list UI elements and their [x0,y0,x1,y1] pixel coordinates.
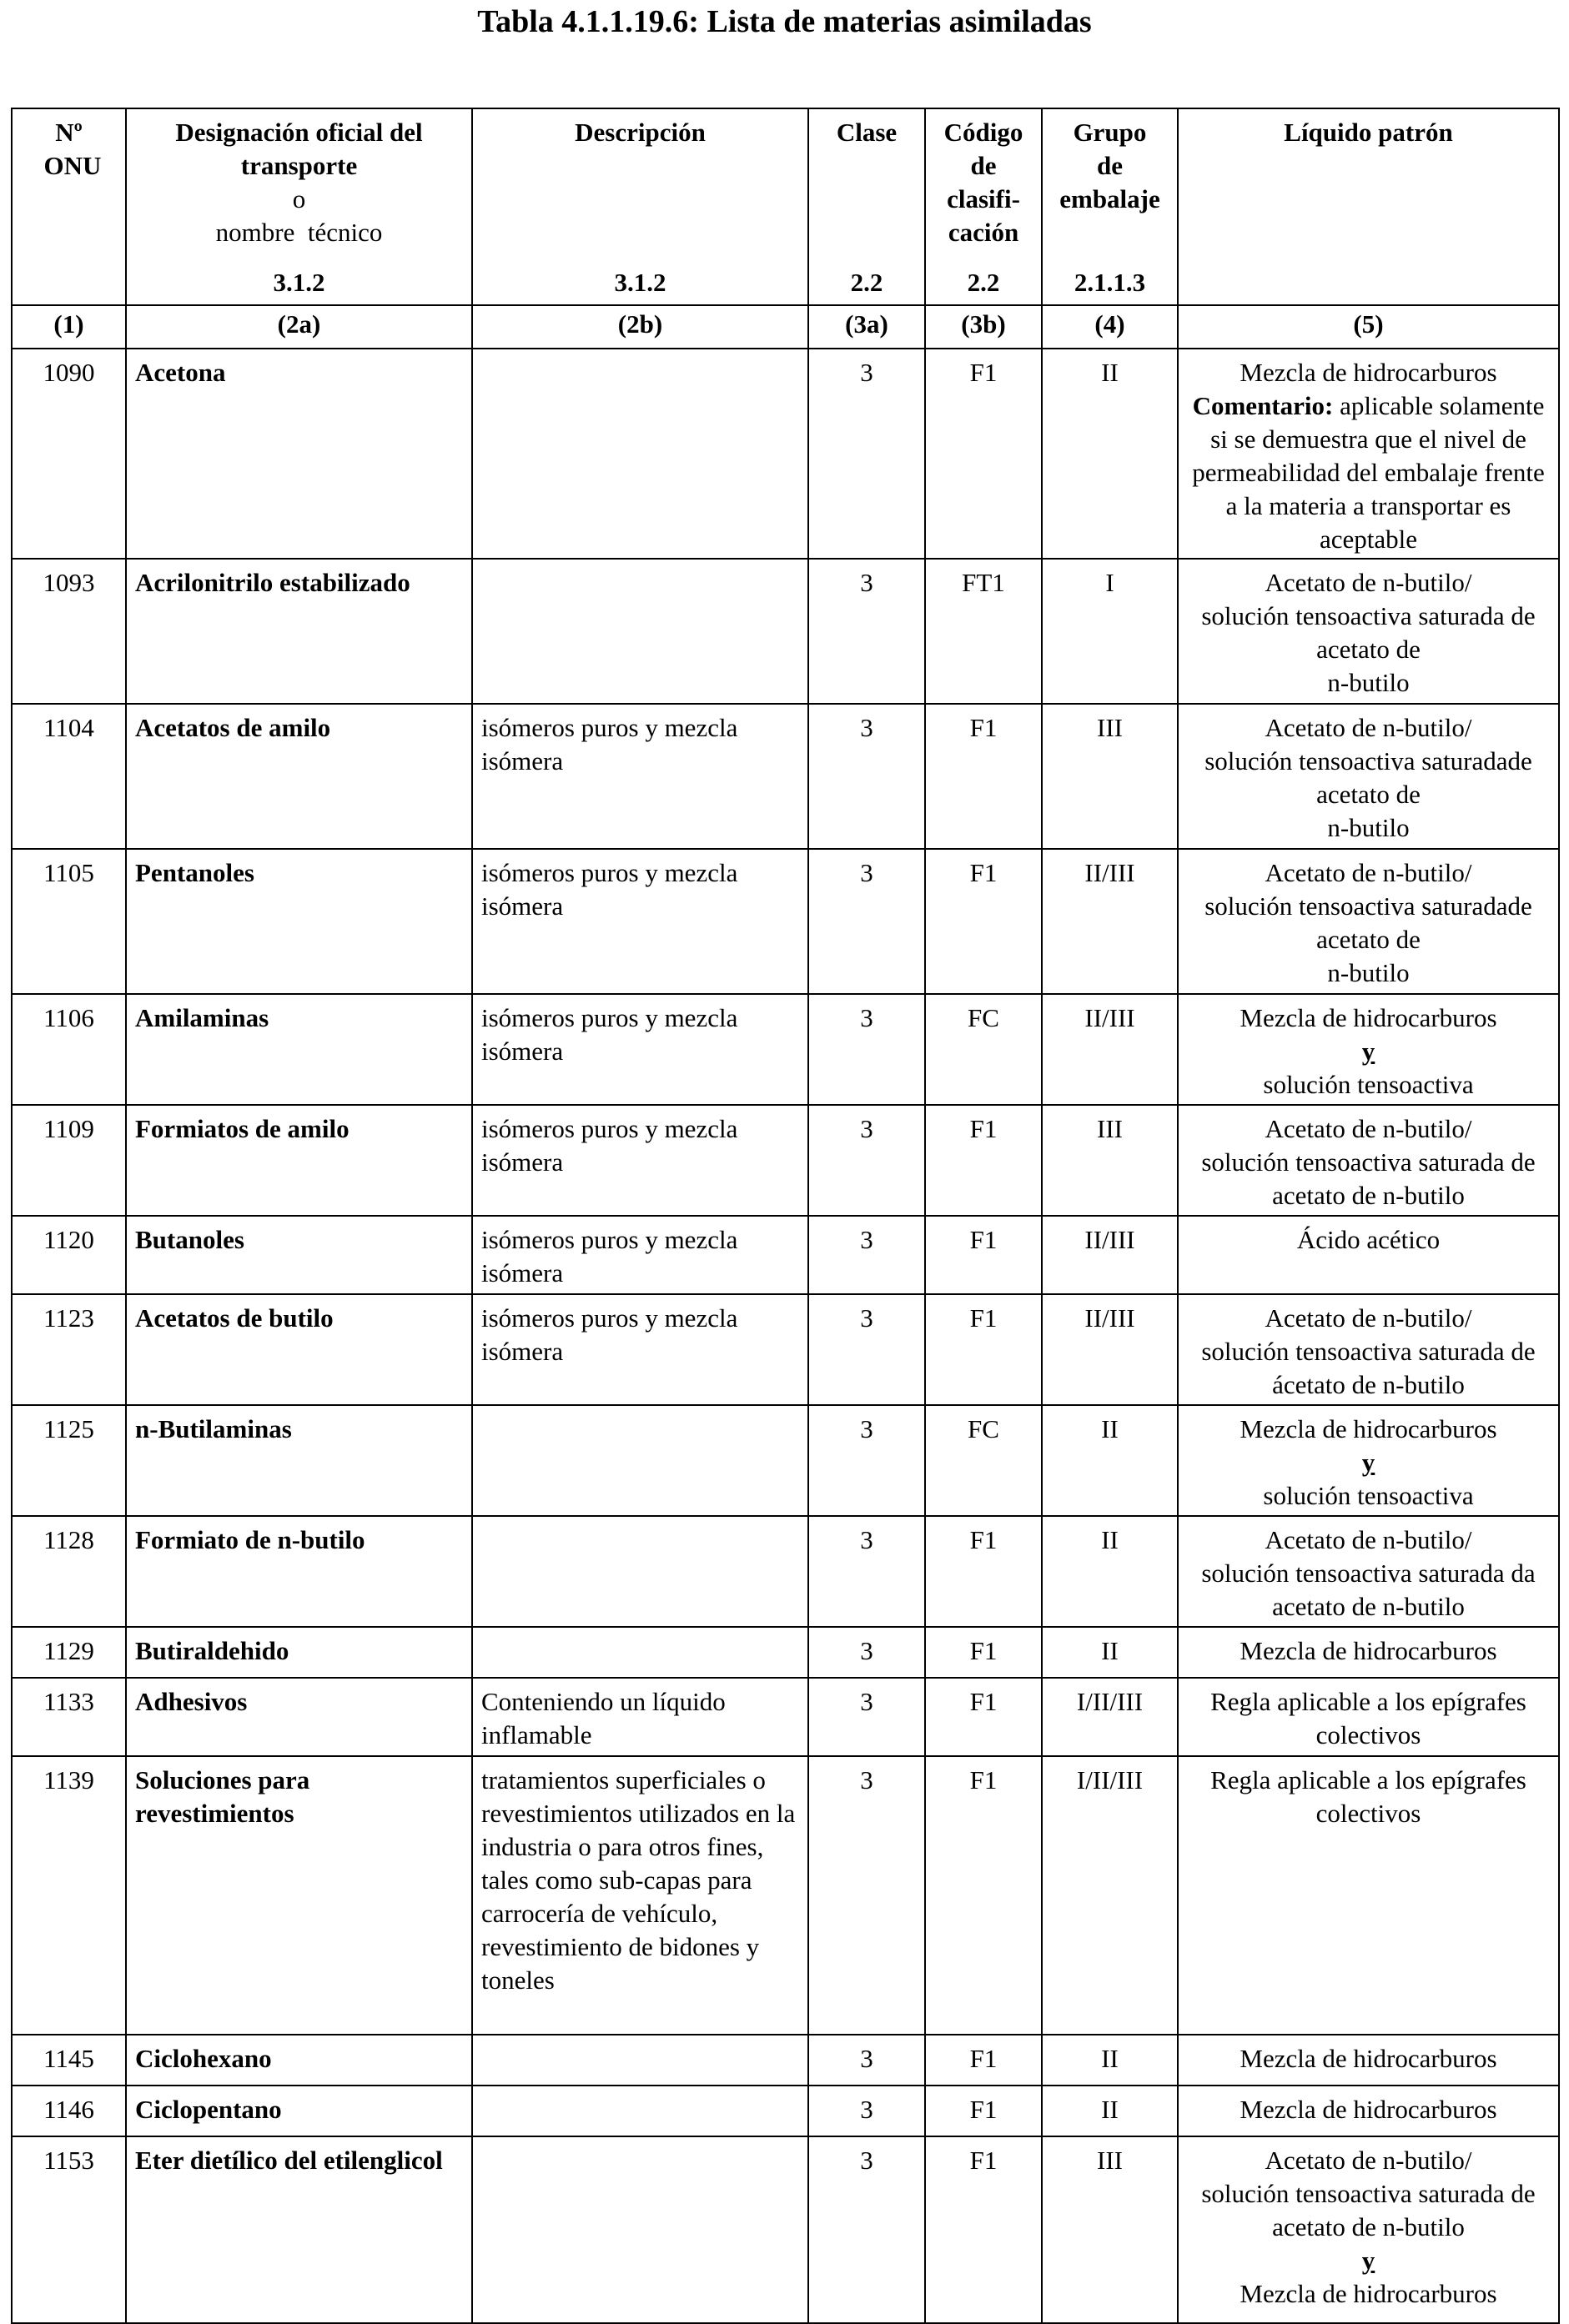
cell-description [472,349,808,559]
cell-description: isómeros puros y mezcla isómera [472,849,808,994]
table-row [12,1627,1559,1678]
liquid-line: Mezcla de hidrocarburos [1240,1636,1497,1665]
cell-onu-number: 1109 [12,1105,126,1216]
liquid-line: Ácido acético [1296,1225,1441,1254]
liquid-line: acetato de n-butilo [1272,2212,1465,2241]
header-liquido [1178,108,1559,305]
cell-packing-group: II/III [1042,849,1178,994]
cell-designation: n-Butilaminas [126,1405,472,1516]
liquid-line: n-butilo [1327,668,1410,697]
cell-description [472,2086,808,2136]
cell-onu-number: 1128 [12,1516,126,1627]
table-row [12,1216,1559,1294]
header-codigo-line-2: de [970,151,997,180]
conjunction-y: y [1361,1448,1375,1477]
cell-standard-liquid [1178,1516,1559,1627]
cell-description: isómeros puros y mezcla isómera [472,1294,808,1405]
header-row [12,108,1559,305]
cell-designation: Acetatos de butilo [126,1294,472,1405]
liquid-line: Mezcla de hidrocarburos [1240,1003,1497,1032]
liquid-line: Regla aplicable a los epígrafes [1210,1687,1526,1716]
liquid-line: Acetato de n-butilo/ [1265,858,1472,887]
cell-classification-code: F1 [925,1294,1042,1405]
cell-description: Conteniendo un líquido inflamable [472,1678,808,1756]
header-designation-line-1: Designación oficial del [175,118,423,147]
table-row [12,2136,1559,2323]
header-codigo-line-3: clasifi- [947,184,1020,213]
cell-packing-group: II [1042,2086,1178,2136]
cell-description [472,1627,808,1678]
liquid-line: acetato de n-butilo [1272,1592,1465,1621]
cell-standard-liquid [1178,1627,1559,1678]
cell-classification-code: FC [925,994,1042,1105]
liquid-line: Acetato de n-butilo/ [1265,2146,1472,2175]
cell-classification-code: F1 [925,1105,1042,1216]
column-number: (2a) [126,305,472,349]
cell-standard-liquid [1178,1216,1559,1294]
cell-packing-group: III [1042,2136,1178,2323]
cell-description [472,1405,808,1516]
liquid-line: Acetato de n-butilo/ [1265,568,1472,597]
cell-clase: 3 [808,2086,925,2136]
cell-description [472,2136,808,2323]
header-clase-label: Clase [836,118,898,147]
liquid-line: solución tensoactiva saturada da [1201,1559,1536,1588]
cell-onu-number: 1105 [12,849,126,994]
column-number: (2b) [472,305,808,349]
liquid-line: acetato de [1316,635,1421,664]
header-grupo [1042,108,1178,305]
cell-standard-liquid [1178,849,1559,994]
cell-designation: Acetona [126,349,472,559]
cell-packing-group: III [1042,704,1178,849]
cell-packing-group: I [1042,559,1178,704]
cell-packing-group: I/II/III [1042,1678,1178,1756]
cell-description: isómeros puros y mezcla isómera [472,1216,808,1294]
cell-packing-group: II [1042,349,1178,559]
cell-clase: 3 [808,1516,925,1627]
cell-classification-code: F1 [925,2035,1042,2086]
cell-onu-number: 1090 [12,349,126,559]
liquid-line: Regla aplicable a los epígrafes [1210,1765,1526,1794]
table-row [12,559,1559,704]
table-title: Tabla 4.1.1.19.6: Lista de materias asimiladas [477,4,1092,39]
liquid-line: Acetato de n-butilo/ [1265,1303,1472,1333]
cell-clase: 3 [808,1627,925,1678]
cell-designation: Butanoles [126,1216,472,1294]
liquid-line: colectivos [1315,1720,1421,1749]
cell-classification-code: FC [925,1405,1042,1516]
cell-packing-group: II [1042,2035,1178,2086]
cell-standard-liquid [1178,1756,1559,2035]
cell-description: isómeros puros y mezcla isómera [472,994,808,1105]
table-body [12,349,1559,2323]
conjunction-y: y [1361,1037,1375,1066]
cell-clase: 3 [808,704,925,849]
cell-onu-number: 1106 [12,994,126,1105]
cell-designation: Soluciones para revestimientos [126,1756,472,2035]
cell-onu-number: 1133 [12,1678,126,1756]
cell-classification-code: F1 [925,1216,1042,1294]
header-onu-label: Nº ONU [43,118,102,180]
table-row [12,2086,1559,2136]
cell-packing-group: II [1042,1516,1178,1627]
liquid-line: Mezcla de hidrocarburos [1240,358,1497,387]
header-designation-ref: 3.1.2 [273,268,325,297]
cell-description [472,2035,808,2086]
header-grupo-line-1: Grupo [1073,118,1147,147]
cell-onu-number: 1146 [12,2086,126,2136]
liquid-line: solución tensoactiva [1263,1070,1474,1099]
liquid-line: acetato de n-butilo [1272,1181,1465,1210]
liquid-line: solución tensoactiva saturada de [1201,2179,1536,2208]
table-row [12,1405,1559,1516]
cell-onu-number: 1120 [12,1216,126,1294]
header-onu [12,108,126,305]
cell-classification-code: FT1 [925,559,1042,704]
liquid-line: Acetato de n-butilo/ [1265,1114,1472,1143]
column-number: (3a) [808,305,925,349]
cell-designation: Ciclopentano [126,2086,472,2136]
header-description [472,108,808,305]
cell-designation: Pentanoles [126,849,472,994]
header-description-label: Descripción [575,118,706,147]
liquid-line: solución tensoactiva saturada de [1201,1337,1536,1366]
liquid-line: Acetato de n-butilo/ [1265,1525,1472,1554]
cell-description: isómeros puros y mezcla isómera [472,1105,808,1216]
table-row [12,849,1559,994]
cell-packing-group: II/III [1042,1216,1178,1294]
liquid-line: solución tensoactiva [1263,1481,1474,1510]
cell-classification-code: F1 [925,1516,1042,1627]
cell-designation: Formiatos de amilo [126,1105,472,1216]
cell-packing-group: II [1042,1405,1178,1516]
cell-onu-number: 1123 [12,1294,126,1405]
cell-standard-liquid [1178,704,1559,849]
header-clase [808,108,925,305]
header-clase-ref: 2.2 [850,268,883,297]
liquid-line: Mezcla de hidrocarburos [1240,2095,1497,2124]
header-grupo-line-2: de [1097,151,1123,180]
cell-designation: Adhesivos [126,1678,472,1756]
table-row [12,2035,1559,2086]
cell-onu-number: 1145 [12,2035,126,2086]
cell-packing-group: II/III [1042,1294,1178,1405]
liquid-line: Mezcla de hidrocarburos [1240,2044,1497,2073]
cell-classification-code: F1 [925,1627,1042,1678]
cell-designation: Acetatos de amilo [126,704,472,849]
cell-classification-code: F1 [925,2086,1042,2136]
cell-onu-number: 1129 [12,1627,126,1678]
cell-standard-liquid [1178,2136,1559,2323]
cell-classification-code: F1 [925,1756,1042,2035]
cell-clase: 3 [808,1216,925,1294]
header-designation-or: o [292,184,306,213]
cell-standard-liquid [1178,1105,1559,1216]
cell-clase: 3 [808,2035,925,2086]
cell-standard-liquid [1178,994,1559,1105]
liquid-line: acetato de [1316,925,1421,954]
liquid-line: Acetato de n-butilo/ [1265,713,1472,742]
comment-text: aplicable solamente si se demuestra que el nivel de permeabilidad del embalaje frente a la materia a transportar es aceptable [1192,391,1545,554]
cell-packing-group: II/III [1042,994,1178,1105]
cell-clase: 3 [808,994,925,1105]
cell-standard-liquid [1178,2086,1559,2136]
header-grupo-line-3: embalaje [1059,184,1160,213]
cell-description: isómeros puros y mezcla isómera [472,704,808,849]
liquid-line: colectivos [1315,1799,1421,1828]
cell-onu-number: 1139 [12,1756,126,2035]
liquid-line: n-butilo [1327,813,1410,842]
header-description-ref: 3.1.2 [614,268,666,297]
cell-classification-code: F1 [925,704,1042,849]
cell-standard-liquid [1178,559,1559,704]
cell-designation: Acrilonitrilo estabilizado [126,559,472,704]
cell-clase: 3 [808,2136,925,2323]
liquid-line: ácetato de n-butilo [1272,1370,1465,1399]
cell-designation: Ciclohexano [126,2035,472,2086]
cell-designation: Formiato de n-butilo [126,1516,472,1627]
cell-packing-group: II [1042,1627,1178,1678]
header-codigo-line-4: cación [948,218,1019,247]
liquid-line: solución tensoactiva saturada de [1201,601,1536,630]
cell-designation: Butiraldehido [126,1627,472,1678]
cell-standard-liquid [1178,349,1559,559]
cell-classification-code: F1 [925,2136,1042,2323]
column-number: (5) [1178,305,1559,349]
cell-description: tratamientos superficiales o revestimientos utilizados en la industria o para otros fines, tales como sub-capas para carrocería de vehículo, revestimiento de bidones y toneles [472,1756,808,2035]
liquid-line: solución tensoactiva saturadade [1204,746,1532,776]
column-number-row [12,305,1559,349]
cell-standard-liquid [1178,1678,1559,1756]
column-number: (1) [12,305,126,349]
liquid-comment [1187,389,1550,556]
column-number: (3b) [925,305,1042,349]
table-row [12,1756,1559,2035]
cell-standard-liquid [1178,2035,1559,2086]
header-codigo-line-1: Código [943,118,1023,147]
table-row [12,994,1559,1105]
cell-clase: 3 [808,1105,925,1216]
table-row [12,1516,1559,1627]
table-row [12,1105,1559,1216]
header-codigo [925,108,1042,305]
cell-standard-liquid [1178,1294,1559,1405]
header-designation-line-2: transporte [240,151,358,180]
liquid-line: acetato de [1316,780,1421,809]
table-row [12,1294,1559,1405]
assimilated-substances-table [11,108,1560,2324]
liquid-line: solución tensoactiva saturadade [1204,891,1532,921]
table-row [12,1678,1559,1756]
cell-clase: 3 [808,1756,925,2035]
conjunction-y: y [1361,2246,1375,2275]
cell-description [472,559,808,704]
cell-clase: 3 [808,349,925,559]
liquid-line: Mezcla de hidrocarburos [1240,1414,1497,1443]
cell-designation: Amilaminas [126,994,472,1105]
cell-onu-number: 1153 [12,2136,126,2323]
header-codigo-ref: 2.2 [967,268,1000,297]
cell-standard-liquid [1178,1405,1559,1516]
header-designation [126,108,472,305]
column-number: (4) [1042,305,1178,349]
cell-clase: 3 [808,1294,925,1405]
cell-onu-number: 1093 [12,559,126,704]
cell-onu-number: 1104 [12,704,126,849]
table-row [12,704,1559,849]
cell-clase: 3 [808,1405,925,1516]
cell-description [472,1516,808,1627]
comment-label: Comentario: [1192,391,1334,420]
cell-classification-code: F1 [925,1678,1042,1756]
cell-onu-number: 1125 [12,1405,126,1516]
liquid-line: n-butilo [1327,958,1410,987]
liquid-line: Mezcla de hidrocarburos [1240,2279,1497,2308]
header-liquido-label: Líquido patrón [1284,118,1453,147]
table-row [12,349,1559,559]
header-designation-technical: nombre técnico [215,218,383,247]
cell-clase: 3 [808,559,925,704]
header-grupo-ref: 2.1.1.3 [1074,268,1146,297]
cell-clase: 3 [808,1678,925,1756]
cell-designation: Eter dietílico del etilenglicol [126,2136,472,2323]
cell-clase: 3 [808,849,925,994]
cell-packing-group: III [1042,1105,1178,1216]
cell-classification-code: F1 [925,849,1042,994]
cell-packing-group: I/II/III [1042,1756,1178,2035]
liquid-line: solución tensoactiva saturada de [1201,1147,1536,1177]
cell-classification-code: F1 [925,349,1042,559]
